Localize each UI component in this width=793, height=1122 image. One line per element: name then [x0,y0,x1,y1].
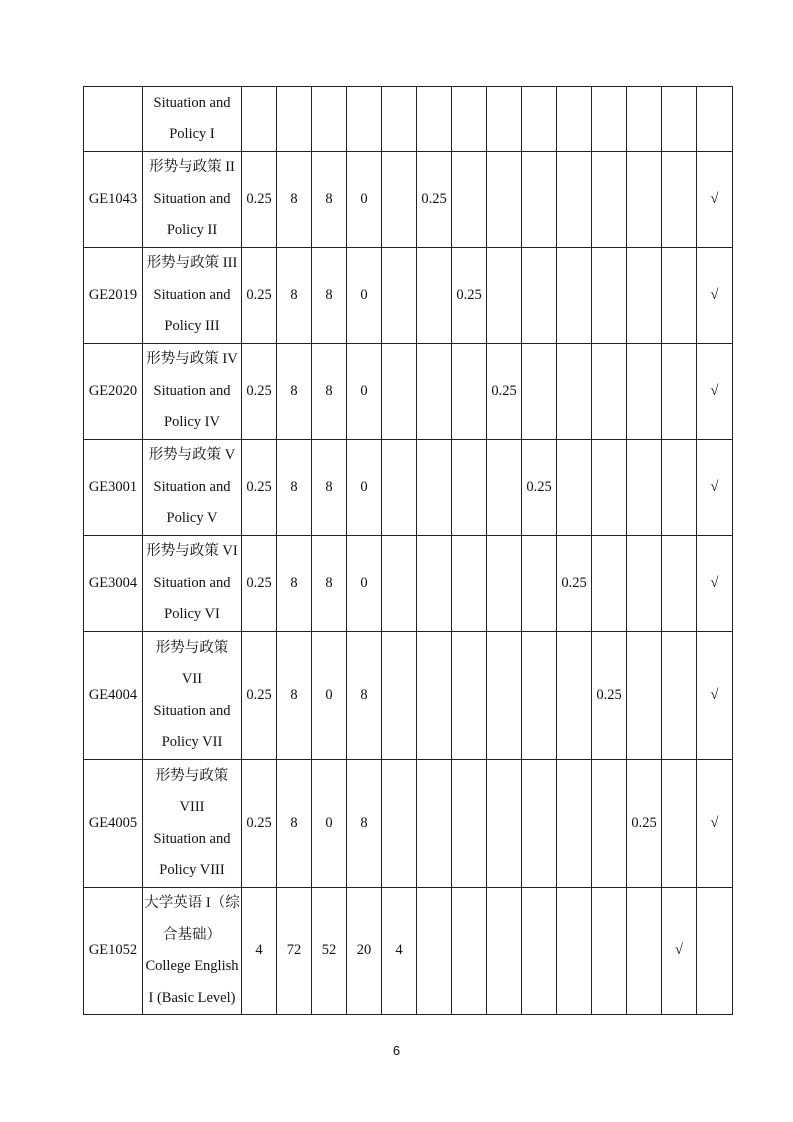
table-cell [242,87,277,152]
table-cell: 4 [382,888,417,1015]
table-cell [557,888,592,1015]
table-cell [662,248,697,344]
table-cell: √ [697,632,733,760]
table-row [84,632,733,760]
table-cell [277,87,312,152]
table-cell [452,760,487,888]
table-cell: 0.25 [592,632,627,760]
course-name-line: I (Basic Level) [148,989,236,1006]
table-cell: 0 [312,632,347,760]
course-code: GE3004 [84,536,143,632]
course-name [143,888,242,1015]
table-cell: 8 [277,536,312,632]
table-row [84,344,733,440]
course-name [143,87,242,152]
course-code: GE4005 [84,760,143,888]
table-row [84,248,733,344]
course-name-line: Policy I [169,126,215,142]
table-cell: 20 [347,888,382,1015]
table-cell: √ [662,888,697,1015]
table-cell [452,344,487,440]
table-cell: 8 [312,536,347,632]
table-cell [662,344,697,440]
table-row [84,888,733,1015]
table-cell [557,152,592,248]
table-cell: 8 [277,760,312,888]
table-cell: 72 [277,888,312,1015]
table-cell [487,152,522,248]
course-name [143,248,242,344]
table-cell [627,87,662,152]
table-cell: √ [697,344,733,440]
table-cell [417,760,452,888]
table-cell [627,344,662,440]
table-row [84,536,733,632]
table-cell [382,248,417,344]
table-cell: √ [697,536,733,632]
table-cell: 0.25 [522,440,557,536]
table-cell [592,248,627,344]
table-cell [382,536,417,632]
table-cell: 0.25 [242,632,277,760]
table-cell: 0.25 [242,344,277,440]
table-cell [522,248,557,344]
table-cell [417,536,452,632]
table-cell [627,248,662,344]
table-cell: √ [697,760,733,888]
course-name-line: Situation and [153,190,231,207]
course-name [143,440,242,536]
table-cell [382,440,417,536]
table-cell [487,440,522,536]
course-name-line: Policy V [166,510,218,527]
table-cell [697,888,733,1015]
course-name-line: Policy VII [161,734,223,750]
table-cell: 0.25 [242,248,277,344]
course-name-line: 形势与政策 V [148,447,236,464]
table-cell: 0.25 [242,760,277,888]
table-cell: 8 [312,152,347,248]
table-cell [452,152,487,248]
table-cell [382,152,417,248]
table-row [84,440,733,536]
course-name-line: 形势与政策 II [149,159,235,176]
table-cell [382,344,417,440]
table-cell: 8 [347,632,382,760]
table-cell: 4 [242,888,277,1015]
course-name-line: Policy IV [164,414,220,431]
table-cell [382,87,417,152]
table-cell: 8 [312,344,347,440]
table-cell [522,888,557,1015]
table-cell: 8 [277,440,312,536]
course-name-line: VII [181,671,203,687]
table-cell [592,760,627,888]
table-cell: 0 [347,536,382,632]
table-cell: 8 [277,248,312,344]
table-cell [452,536,487,632]
table-cell [522,632,557,760]
table-cell: 8 [277,152,312,248]
course-name [143,536,242,632]
table-cell [662,440,697,536]
course-name-line: 大学英语 I（综 [144,895,240,911]
course-code: GE2019 [84,248,143,344]
table-cell [592,536,627,632]
table-cell [557,248,592,344]
table-cell: 8 [312,248,347,344]
table-cell: 0.25 [557,536,592,632]
table-cell [662,536,697,632]
table-cell [452,888,487,1015]
table-cell [662,760,697,888]
course-name-line: Situation and [153,286,231,303]
course-name-line: Situation and [153,702,231,719]
course-name-line: Situation and [153,382,231,399]
course-code: GE1052 [84,888,143,1015]
table-cell [487,632,522,760]
table-cell [662,632,697,760]
table-cell [557,632,592,760]
table-cell [627,152,662,248]
course-name-line: 合基础） [163,926,221,943]
course-name-line: Situation and [153,94,231,111]
table-cell [592,344,627,440]
table-cell: 8 [277,632,312,760]
course-name-line: 形势与政策 [155,639,229,656]
table-cell: 8 [277,344,312,440]
table-cell: 0.25 [242,536,277,632]
table-cell [417,87,452,152]
course-code: GE3001 [84,440,143,536]
table-cell [627,440,662,536]
table-cell: √ [697,440,733,536]
table-cell [592,87,627,152]
table-cell [627,536,662,632]
table-cell [487,248,522,344]
course-code: GE4004 [84,632,143,760]
course-name-line: 形势与政策 IV [146,351,238,368]
course-name-line: 形势与政策 VI [146,543,238,560]
table-cell: 0 [347,248,382,344]
table-cell: 0.25 [242,440,277,536]
curriculum-table [83,86,733,1015]
table-cell: 0 [312,760,347,888]
table-cell [382,632,417,760]
table-cell: √ [697,152,733,248]
table-cell [452,632,487,760]
table-cell: 0.25 [627,760,662,888]
table-cell [347,87,382,152]
course-code: GE1043 [84,152,143,248]
table-cell [487,87,522,152]
course-name-line: Situation and [153,830,231,847]
table-cell [697,87,733,152]
course-name-line: Policy VI [164,606,220,623]
table-cell [522,536,557,632]
table-cell [557,440,592,536]
table-cell [627,632,662,760]
course-name [143,632,242,760]
table-cell [417,632,452,760]
table-cell: 0.25 [452,248,487,344]
table-cell: 0 [347,152,382,248]
table-cell [592,888,627,1015]
table-cell [522,87,557,152]
table-cell: 8 [312,440,347,536]
table-cell: 0.25 [487,344,522,440]
table-cell [662,152,697,248]
table-cell: 8 [347,760,382,888]
course-name-line: 形势与政策 [155,767,229,784]
table-cell [452,87,487,152]
table-cell [487,760,522,888]
table-cell [522,152,557,248]
course-name-line: Situation and [153,574,231,591]
course-name-line: 形势与政策 III [146,255,238,272]
table-cell: 0.25 [417,152,452,248]
table-cell [627,888,662,1015]
course-name-line: Policy II [166,222,218,239]
table-cell: 0 [347,440,382,536]
table-cell [522,760,557,888]
table-cell: √ [697,248,733,344]
table-body [84,87,733,1015]
table-cell [557,344,592,440]
table-cell [487,888,522,1015]
course-name-line: College English [145,958,239,974]
table-cell [417,248,452,344]
course-code: GE2020 [84,344,143,440]
table-cell [452,440,487,536]
table-cell [522,344,557,440]
table-cell [417,344,452,440]
course-name [143,760,242,888]
table-cell [592,440,627,536]
course-name [143,344,242,440]
table-cell: 0 [347,344,382,440]
table-row [84,760,733,888]
table-cell [592,152,627,248]
table-cell [557,87,592,152]
table-cell [382,760,417,888]
table-cell: 0.25 [242,152,277,248]
table-row [84,87,733,152]
course-name-line: VIII [179,799,205,815]
table-cell [417,440,452,536]
table-cell [417,888,452,1015]
page-number: 6 [392,1043,401,1058]
table-cell [557,760,592,888]
table-cell [312,87,347,152]
course-code [84,87,143,152]
table-cell [662,87,697,152]
table-row [84,152,733,248]
course-name-line: Situation and [153,478,231,495]
course-name-line: Policy III [164,318,220,335]
table-cell: 52 [312,888,347,1015]
course-name [143,152,242,248]
course-name-line: Policy VIII [159,862,225,878]
table-cell [487,536,522,632]
